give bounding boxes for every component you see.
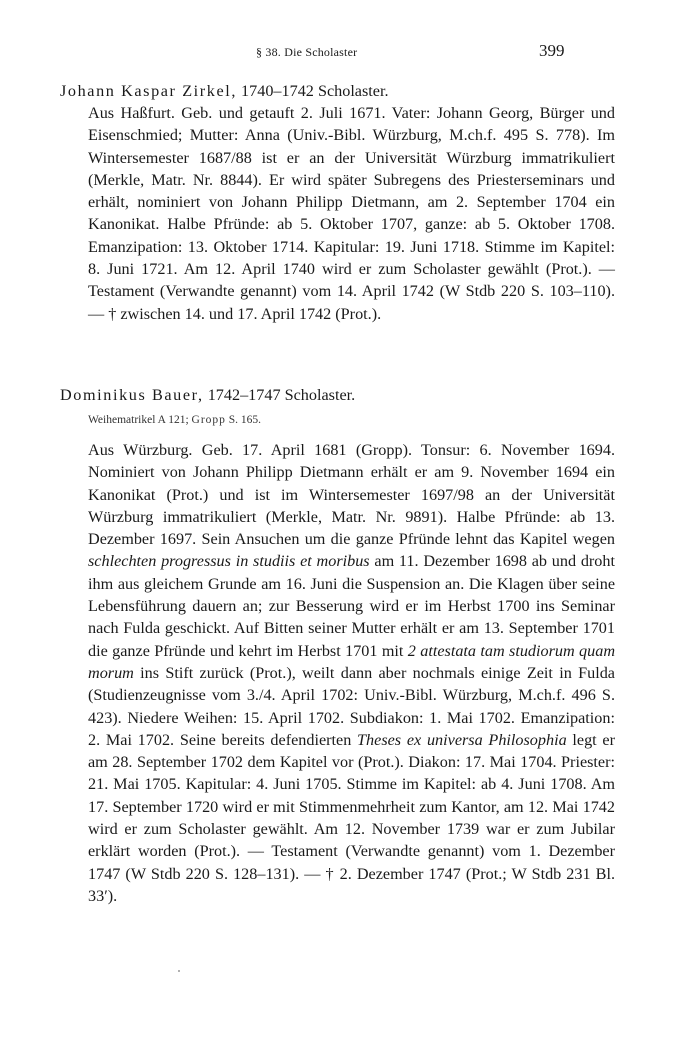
page-number: 399 <box>539 41 565 60</box>
running-title: § 38. Die Scholaster <box>256 45 358 59</box>
body-text: ins Stift zurück (Prot.), weilt dann aber nochmals einige Zeit in Fulda (Studienzeugnisse vom 3./4. April 1702: Univ.-Bibl. Würzburg, M.ch.f. 496 S. 423). Niedere Weihen: 15. April 1702. Subdiakon: 1. Mai 1702. Emanzipation: 2. Mai 1702. Seine bereits defendierten <box>88 663 615 749</box>
source-text: S. 165. <box>225 414 262 426</box>
page-header <box>0 41 700 65</box>
source-text: Weihematrikel A 121; <box>88 414 192 426</box>
body-text: am 11. Dezember 1698 ab und droht ihm aus gleichem Grunde am 16. Juni die Suspension an. Die Klagen über seine Lebensführung dauern an; zur Besserung wird er im Herbst 1700 ins Seminar nach Fulda geschickt. Auf Bitten seiner Mutter erhält er am 13. September 1701 die ganze Pfründe und kehrt im Herbst 1701 mit <box>88 552 615 660</box>
print-speck <box>178 970 180 972</box>
biography-paragraph <box>88 439 615 907</box>
entry-zirkel <box>0 80 700 325</box>
body-text: legt er am 28. September 1702 dem Kapitel vor (Prot.). Diakon: 17. Mai 1704. Priester: 21. Mai 1705. Kapitular: 4. Juni 1705. Stimme im Kapitel: ab 4. Juni 1708. Am 17. September 1720 wird er mit Stimmenmehrheit zum Kantor, am 12. Mai 1742 wird er zum Scholaster gewählt. Am 12. November 1739 war er zum Jubilar erklärt worden (Prot.). — Testament (Verwandte genannt) vom 1. Dezember 1747 (W Stdb 220 S. 128–131). — † 2. Dezember 1747 (Prot.; W Stdb 231 Bl. 33′). <box>88 730 615 905</box>
latin-quote: 2 attestata tam studiorum quam morum <box>88 641 616 682</box>
entry-heading <box>60 384 700 406</box>
entry-heading <box>60 80 700 102</box>
source-references <box>88 412 700 428</box>
biography-paragraph: Aus Haßfurt. Geb. und getauft 2. Juli 1671. Vater: Johann Georg, Bürger und Eisenschmied; Mutter: Anna (Univ.-Bibl. Würzburg, M.ch.f. 495 S. 778). Im Wintersemester 1687/88 ist er an der Universität Würzburg immatrikuliert (Merkle, Matr. Nr. 8844). Er wird später Subregens des Priesterseminars und erhält, nominiert von Johann Philipp Dietmann, am 2. September 1704 ein Kanonikat. Halbe Pfründe: ab 5. Oktober 1707, ganze: ab 5. Oktober 1708. Emanzipation: 13. Oktober 1714. Kapitular: 19. Juni 1718. Stimme im Kapitel: 8. Juni 1721. Am 12. April 1740 wird er zum Scholaster gewählt (Prot.). — Testament (Verwandte genannt) vom 14. April 1742 (W Stdb 220 S. 103–110). — † zwischen 14. und 17. April 1742 (Prot.). <box>88 104 615 323</box>
body-text: Aus Würzburg. Geb. 17. April 1681 (Gropp). Tonsur: 6. November 1694. Nominiert von Johann Philipp Dietmann erhält er am 9. November 1694 ein Kanonikat (Prot.) und ist im Wintersemester 1697/98 an der Universität Würzburg immatrikuliert (Merkle, Matr. Nr. 9891). Halbe Pfründe: ab 13. Dezember 1697. Sein Ansuchen um die ganze Pfründe lehnt das Kapitel wegen <box>88 441 615 549</box>
latin-quote: Theses ex universa Philosophia <box>357 730 567 749</box>
office-term: 1742–1747 Scholaster. <box>203 386 356 404</box>
entry-bauer <box>0 384 700 907</box>
source-author: Gropp <box>191 414 226 426</box>
entry-body <box>88 102 615 325</box>
latin-quote: schlechten progressus in studiis et moribus <box>88 552 370 571</box>
person-name: Dominikus Bauer, <box>60 386 204 404</box>
entry-body <box>88 439 615 907</box>
person-name: Johann Kaspar Zirkel, <box>60 82 237 100</box>
office-term: 1740–1742 Scholaster. <box>237 82 389 100</box>
